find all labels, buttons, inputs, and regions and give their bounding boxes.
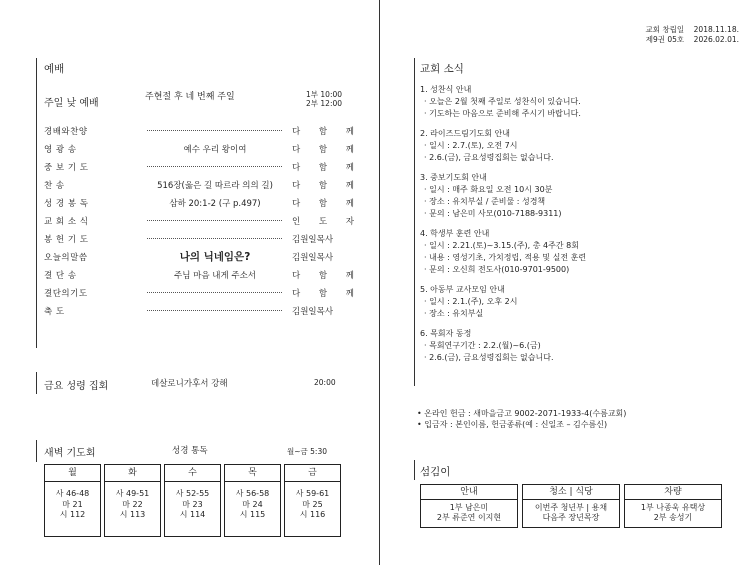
- reading-line: 마 21: [62, 499, 83, 509]
- dotted-leader: [147, 238, 282, 239]
- reading-line: 시 116: [299, 510, 326, 519]
- service-time-1: 1부 10:00: [306, 90, 343, 99]
- serving-column: [522, 484, 620, 528]
- news-item-heading: 1. 성찬식 안내: [420, 85, 472, 94]
- order-leader: 다 함 께: [292, 289, 354, 299]
- order-row: [44, 125, 354, 143]
- news-item-detail: · 목회연구기간 : 2.2.(월)~6.(금): [424, 341, 541, 350]
- reading-line: 사 46-48: [55, 489, 90, 498]
- serving-column: [624, 484, 722, 528]
- dotted-leader: [147, 292, 282, 293]
- order-row: [44, 305, 354, 323]
- news-item-heading: 6. 목회자 동정: [420, 329, 472, 338]
- section-bar: [36, 58, 37, 348]
- dawn-day-label: 화: [105, 465, 160, 482]
- issue-date: 제9권 05호 2026.02.01.: [645, 35, 739, 44]
- offering-account: • 온라인 헌금 : 새마을금고 9002-2071-1933-4(수름교회): [417, 409, 627, 418]
- section-bar: [36, 372, 37, 394]
- reading-line: 사 49-51: [115, 489, 150, 498]
- serving-line: 2부 류준연 이지현: [436, 513, 502, 522]
- dotted-leader: [147, 220, 282, 221]
- reading-line: 사 52-55: [175, 489, 210, 498]
- news-item-detail: · 내용 : 영성기초, 가치정립, 적용 및 실전 훈련: [424, 253, 587, 262]
- dawn-day-readings: [105, 482, 160, 521]
- order-row: [44, 161, 354, 179]
- serving-column: [420, 484, 518, 528]
- news-item-heading: 5. 아동부 교사모임 안내: [420, 285, 505, 294]
- section-bar: [414, 460, 415, 480]
- dawn-day-box: [44, 464, 101, 537]
- order-leader: 다 함 께: [292, 199, 354, 209]
- order-row: [44, 287, 354, 305]
- section-bar: [36, 440, 37, 462]
- sunday-service-times: [306, 90, 342, 108]
- order-content: 나의 닉네임은?: [130, 249, 300, 264]
- reading-line: 사 59-61: [295, 489, 330, 498]
- serving-line: 1부 남은미: [449, 503, 489, 512]
- order-leader: 다 함 께: [292, 181, 354, 191]
- order-leader: 다 함 께: [292, 145, 354, 155]
- order-leader: 다 함 께: [292, 127, 354, 137]
- reading-line: 마 22: [122, 499, 143, 509]
- order-leader: 인 도 자: [292, 217, 354, 227]
- news-item: [420, 228, 586, 276]
- order-content: 주님 마음 내게 주소서: [130, 269, 300, 281]
- dawn-service-content: 성경 통독: [172, 446, 208, 456]
- news-item-detail: · 2.6.(금), 금요성령집회는 없습니다.: [424, 153, 554, 162]
- dawn-day-box: [284, 464, 341, 537]
- section-bar: [414, 58, 415, 386]
- order-label: 경배와찬양: [44, 127, 88, 137]
- news-item-detail: · 장소 : 유치부실: [424, 309, 484, 318]
- news-item-heading: 2. 라이즈드림기도회 안내: [420, 129, 510, 138]
- serving-role: 청소 | 식당: [523, 485, 619, 500]
- serving-role: 안내: [421, 485, 517, 500]
- dawn-day-label: 월: [45, 465, 100, 482]
- dawn-day-label: 수: [165, 465, 220, 482]
- news-item-detail: · 문의 : 남은미 사모(010-7188-9311): [424, 209, 562, 218]
- friday-service-content: 데살로니가후서 강해: [151, 379, 228, 389]
- sunday-service-subtitle: 주현절 후 네 번째 주일: [145, 92, 235, 102]
- reading-line: 시 113: [119, 510, 146, 519]
- order-label: 중 보 기 도: [44, 163, 89, 173]
- news-item-detail: · 일시 : 2.21.(토)~3.15.(주), 총 4주간 8회: [424, 241, 579, 250]
- offering-depositor: • 입금자 : 본인이름, 헌금종류(예 : 신일조 – 김수름신): [417, 420, 608, 429]
- reading-line: 시 112: [59, 510, 86, 519]
- worship-section-title: 예배: [44, 63, 65, 75]
- news-item: [420, 128, 586, 164]
- news-item-detail: · 2.6.(금), 금요성령집회는 없습니다.: [424, 353, 554, 362]
- order-leader: 김원일목사: [292, 253, 334, 263]
- news-item-heading: 3. 중보기도회 안내: [420, 173, 487, 182]
- order-label: 결단의기도: [44, 289, 88, 299]
- order-row: [44, 215, 354, 233]
- order-leader: 다 함 께: [292, 271, 354, 281]
- dawn-service-title: 새벽 기도회: [44, 448, 96, 459]
- news-item-detail: · 장소 : 유치부실 / 준비물 : 성경책: [424, 197, 546, 206]
- order-label: 찬 송: [44, 181, 65, 191]
- dawn-day-box: [164, 464, 221, 537]
- order-label: 오늘의말씀: [44, 253, 88, 263]
- dawn-day-readings: [45, 482, 100, 521]
- order-row: [44, 197, 354, 215]
- dawn-day-box: [224, 464, 281, 537]
- news-item-detail: · 일시 : 2.7.(토), 오전 7시: [424, 141, 518, 150]
- reading-line: 사 56-58: [235, 489, 270, 498]
- news-item-detail: · 기도하는 마음으로 준비해 주시기 바랍니다.: [424, 109, 581, 118]
- dawn-day-box: [104, 464, 161, 537]
- order-label: 교 회 소 식: [44, 217, 89, 227]
- news-item: [420, 84, 586, 120]
- serving-role: 차량: [625, 485, 721, 500]
- order-label: 영 광 송: [44, 145, 77, 155]
- reading-line: 마 25: [302, 499, 323, 509]
- order-content: 예수 우리 왕이여: [130, 143, 300, 155]
- order-row: [44, 251, 354, 269]
- order-row: [44, 143, 354, 161]
- sunday-service-title: 주일 낮 예배: [44, 98, 99, 109]
- column-divider: [379, 0, 380, 565]
- reading-line: 시 115: [239, 510, 266, 519]
- order-label: 축 도: [44, 307, 65, 317]
- reading-line: 시 114: [179, 510, 206, 519]
- friday-service-time: 20:00: [314, 378, 336, 387]
- dawn-day-readings: [285, 482, 340, 521]
- offering-info: [417, 408, 626, 430]
- serving-line: 1부 나종욱 유택상: [640, 503, 706, 512]
- dawn-day-readings: [225, 482, 280, 521]
- order-row: [44, 269, 354, 287]
- dawn-day-label: 금: [285, 465, 340, 482]
- bulletin-header: [646, 25, 739, 45]
- news-item-detail: · 일시 : 2.1.(주), 오후 2시: [424, 297, 518, 306]
- order-content: 516장(옳은 길 따르라 의의 길): [130, 179, 300, 191]
- news-section-title: 교회 소식: [420, 63, 464, 75]
- dawn-service-time: 월~금 5:30: [287, 447, 328, 456]
- reading-line: 마 24: [242, 499, 263, 509]
- news-item: [420, 328, 586, 364]
- dawn-day-label: 목: [225, 465, 280, 482]
- order-row: [44, 179, 354, 197]
- serving-section-title: 섬김이: [420, 466, 451, 478]
- news-item: [420, 172, 586, 220]
- founding-date: 교회 창립일 2018.11.18.: [645, 25, 739, 34]
- news-item: [420, 284, 586, 320]
- serving-names: [625, 500, 721, 523]
- news-list: [420, 84, 586, 372]
- reading-line: 마 23: [182, 499, 203, 509]
- order-label: 성 경 봉 독: [44, 199, 89, 209]
- news-item-detail: · 오늘은 2월 첫째 주일로 성찬식이 있습니다.: [424, 97, 581, 106]
- serving-names: [523, 500, 619, 523]
- serving-line: 다음주 장년목장: [542, 513, 600, 522]
- service-time-2: 2부 12:00: [306, 99, 343, 108]
- news-item-heading: 4. 학생부 훈련 안내: [420, 229, 490, 238]
- order-content: 삼하 20:1-2 (구 p.497): [130, 197, 300, 209]
- serving-line: 이번주 청년부 | 용채: [534, 503, 608, 512]
- friday-service-title: 금요 성령 집회: [44, 381, 109, 392]
- dotted-leader: [147, 310, 282, 311]
- order-leader: 김원일목사: [292, 235, 334, 245]
- order-label: 결 단 송: [44, 271, 77, 281]
- serving-names: [421, 500, 517, 523]
- news-item-detail: · 일시 : 매주 화요일 오전 10시 30분: [424, 185, 553, 194]
- news-item-detail: · 문의 : 오신희 전도사(010-9701-9500): [424, 265, 570, 274]
- dawn-day-readings: [165, 482, 220, 521]
- dotted-leader: [147, 130, 282, 131]
- dotted-leader: [147, 166, 282, 167]
- order-leader: 김원일목사: [292, 307, 334, 317]
- serving-line: 2부 송성기: [653, 513, 693, 522]
- order-leader: 다 함 께: [292, 163, 354, 173]
- order-label: 봉 헌 기 도: [44, 235, 89, 245]
